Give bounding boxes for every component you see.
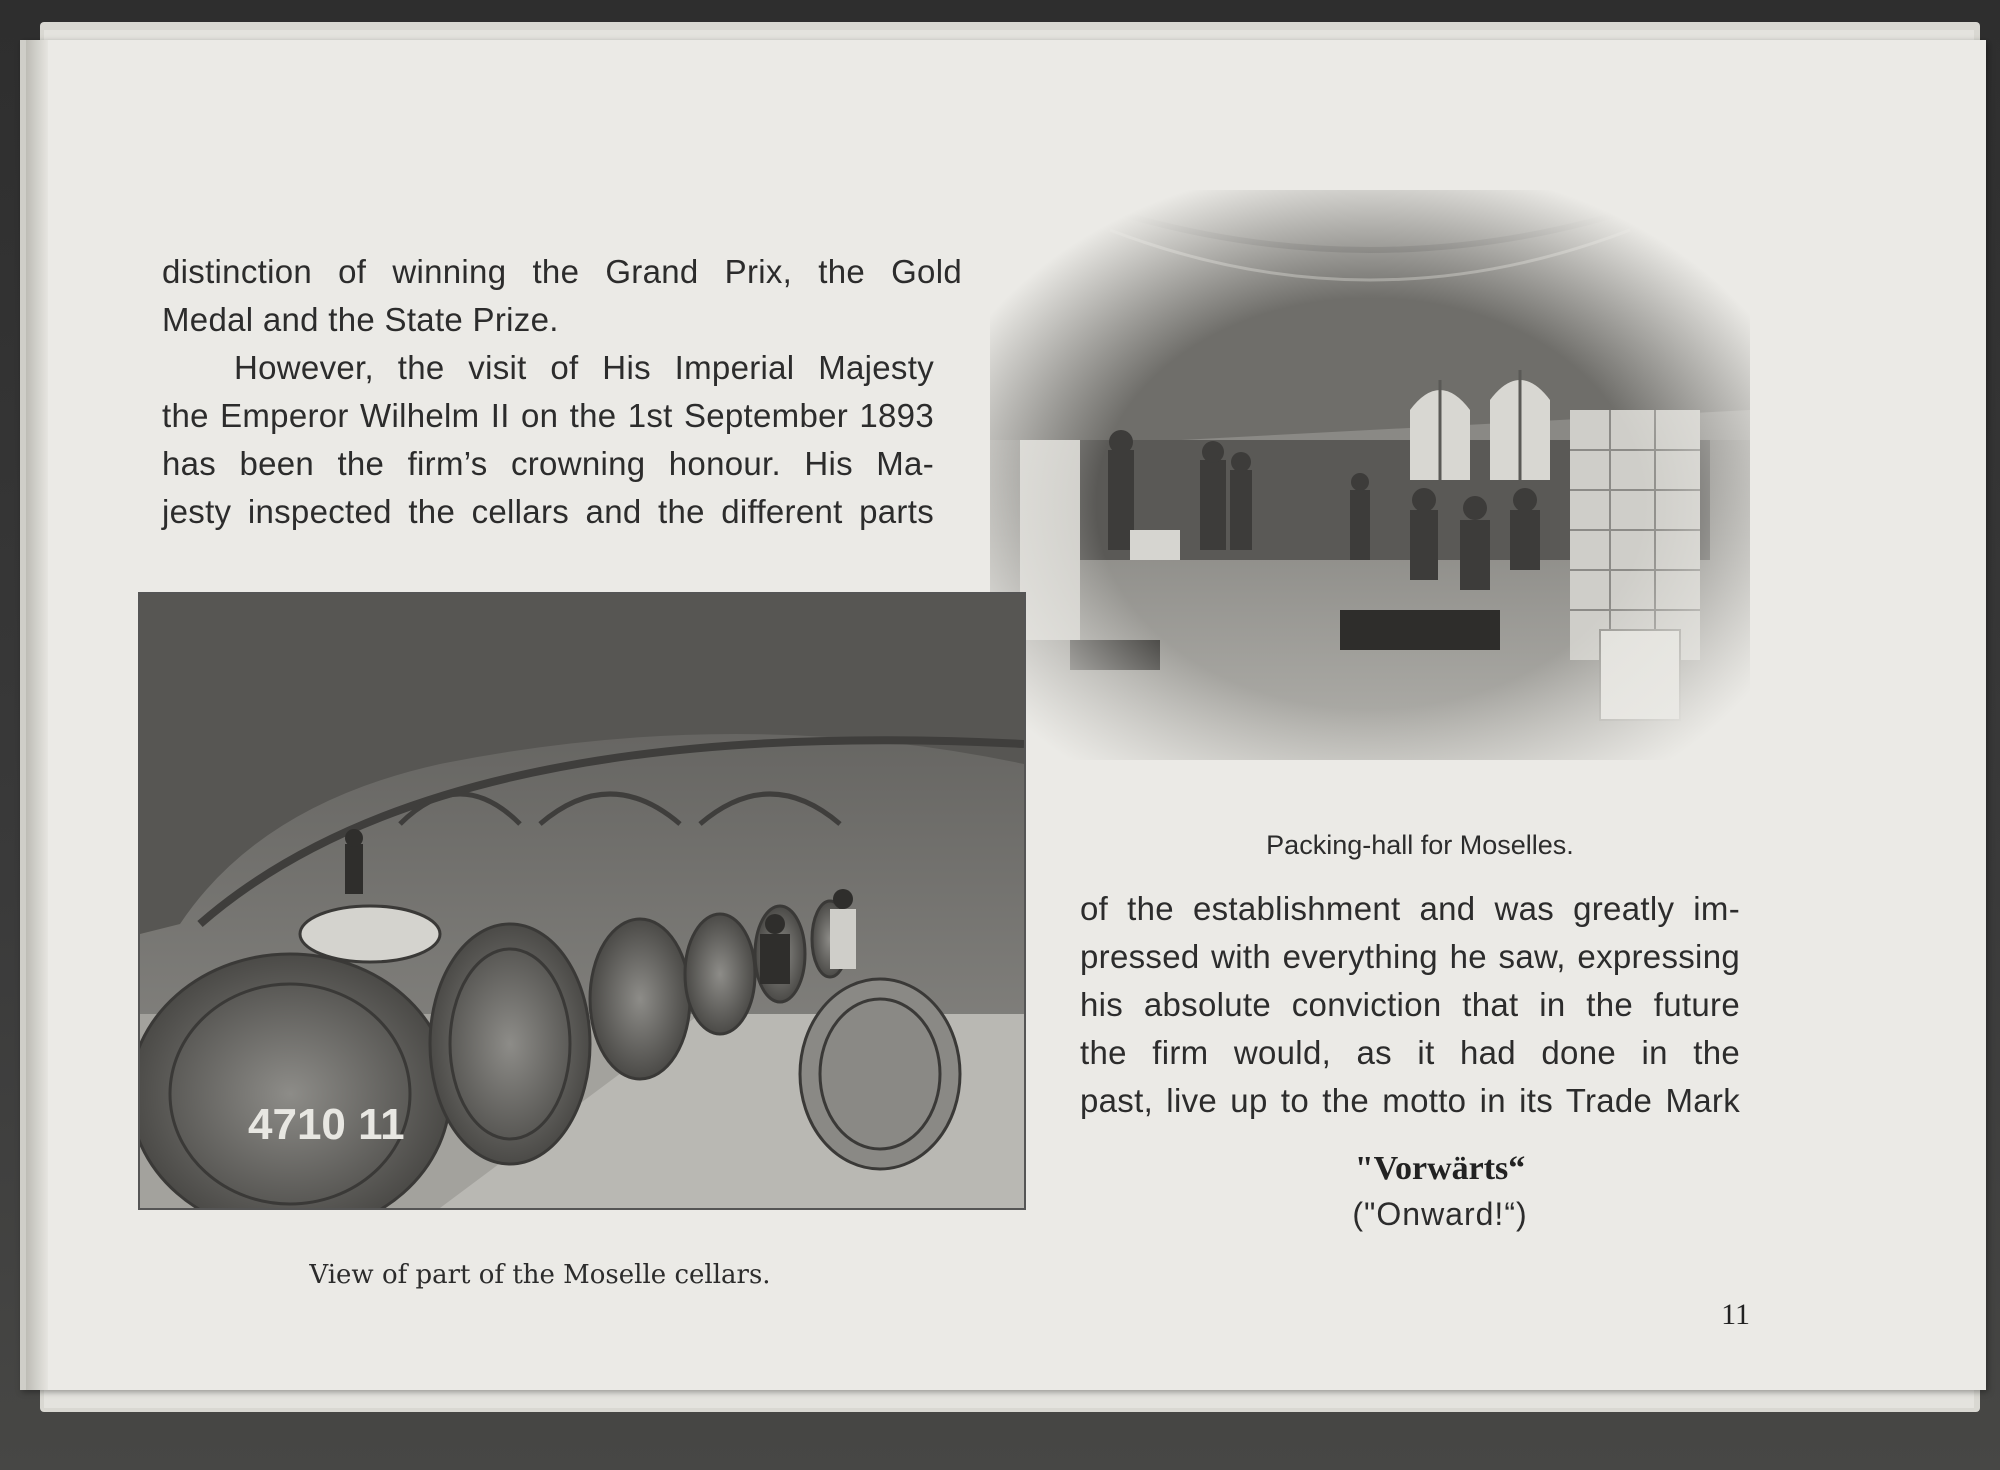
photo-moselle-cellars: [138, 592, 1026, 1210]
barrel-marking: 4710 11: [248, 1100, 405, 1149]
text-line: the Emperor Wilhelm II on the 1st September 1893: [162, 397, 934, 434]
text-line: has been the firm’s crowning honour. His Ma-: [162, 445, 934, 482]
text-line: Medal and the State Prize.: [162, 301, 559, 338]
caption-packing-hall: Packing-hall for Moselles.: [1266, 830, 1574, 860]
paragraph-top: [162, 248, 962, 536]
text-line: pressed with everything he saw, expressing: [1080, 938, 1740, 975]
text-line: the firm would, as it had done in the: [1080, 1034, 1740, 1071]
text-line: past, live up to the motto in its Trade Mark: [1080, 1082, 1740, 1119]
caption-moselle-cellars: View of part of the Moselle cellars.: [309, 1260, 771, 1290]
text-line: jesty inspected the cellars and the different parts: [162, 493, 934, 530]
text-line: of the establishment and was greatly im-: [1080, 890, 1740, 927]
text-line: his absolute conviction that in the future: [1080, 986, 1740, 1023]
book-gutter: [26, 40, 48, 1390]
photo-packing-hall: [990, 190, 1750, 760]
motto-translation: ("Onward!“): [1352, 1196, 1528, 1232]
paragraph-bottom: [1080, 885, 1740, 1125]
text-line: However, the visit of His Imperial Majesty: [234, 349, 934, 386]
motto: "Vorwärts“: [1354, 1150, 1526, 1187]
text-line: distinction of winning the Grand Prix, the Gold: [162, 253, 962, 290]
page-number: 11: [1721, 1298, 1750, 1331]
